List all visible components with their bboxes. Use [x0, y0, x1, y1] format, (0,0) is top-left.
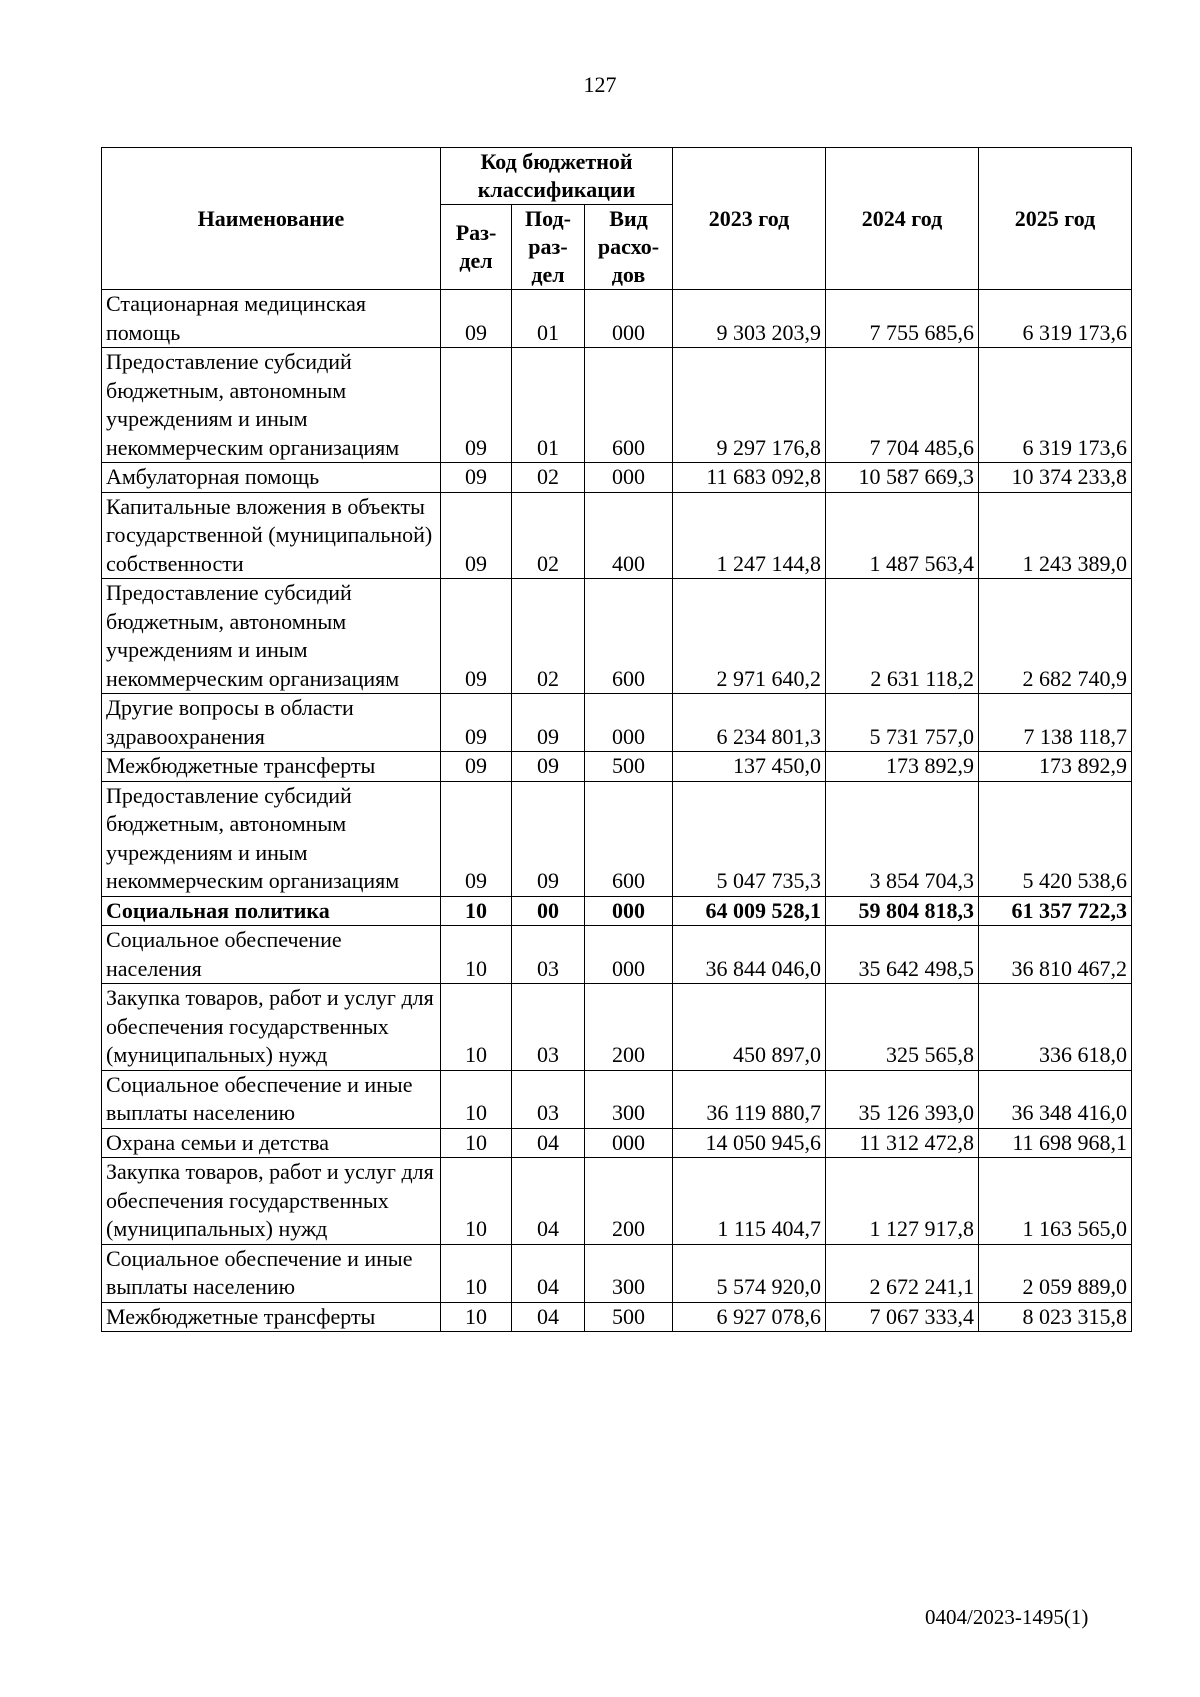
row-value-2023: 9 297 176,8 — [673, 348, 826, 463]
row-vid: 000 — [585, 463, 673, 493]
table-row — [102, 290, 1132, 348]
budget-table — [101, 147, 1132, 1332]
row-value-2024: 7 704 485,6 — [826, 348, 979, 463]
row-name: Социальное обеспечение населения — [102, 926, 441, 984]
row-vid: 300 — [585, 1244, 673, 1302]
row-value-2023: 6 927 078,6 — [673, 1302, 826, 1332]
table-row — [102, 579, 1132, 694]
header-podrazdel: Под- раз- дел — [512, 205, 585, 290]
header-2025: 2025 год — [979, 148, 1132, 290]
row-podrazdel: 04 — [512, 1302, 585, 1332]
row-value-2024: 173 892,9 — [826, 752, 979, 782]
table-row — [102, 348, 1132, 463]
row-podrazdel: 02 — [512, 463, 585, 493]
row-name: Предоставление субсидий бюджетным, автономным учреждениям и иным некоммерческим организациям — [102, 348, 441, 463]
row-value-2024: 1 127 917,8 — [826, 1158, 979, 1245]
row-vid: 500 — [585, 752, 673, 782]
page-number: 127 — [583, 72, 617, 97]
table-row — [102, 926, 1132, 984]
row-value-2024: 7 067 333,4 — [826, 1302, 979, 1332]
row-name: Амбулаторная помощь — [102, 463, 441, 493]
row-value-2024: 7 755 685,6 — [826, 290, 979, 348]
row-vid: 200 — [585, 1158, 673, 1245]
row-vid: 000 — [585, 926, 673, 984]
row-razdel: 10 — [441, 896, 512, 926]
row-value-2025: 2 059 889,0 — [979, 1244, 1132, 1302]
table-header — [102, 148, 1132, 290]
table-row — [102, 896, 1132, 926]
row-name: Охрана семьи и детства — [102, 1128, 441, 1158]
header-2024: 2024 год — [826, 148, 979, 290]
row-vid: 000 — [585, 1128, 673, 1158]
row-vid: 600 — [585, 348, 673, 463]
row-vid: 000 — [585, 694, 673, 752]
row-value-2025: 10 374 233,8 — [979, 463, 1132, 493]
table-row — [102, 492, 1132, 579]
document-code: 0404/2023-1495(1) — [925, 1605, 1089, 1629]
row-razdel: 09 — [441, 694, 512, 752]
row-name: Капитальные вложения в объекты государственной (муниципальной) собственности — [102, 492, 441, 579]
row-name: Социальная политика — [102, 896, 441, 926]
row-value-2025: 7 138 118,7 — [979, 694, 1132, 752]
row-vid: 500 — [585, 1302, 673, 1332]
row-value-2025: 173 892,9 — [979, 752, 1132, 782]
row-podrazdel: 00 — [512, 896, 585, 926]
row-value-2023: 6 234 801,3 — [673, 694, 826, 752]
row-razdel: 10 — [441, 984, 512, 1071]
row-vid: 000 — [585, 896, 673, 926]
row-value-2023: 450 897,0 — [673, 984, 826, 1071]
row-value-2025: 6 319 173,6 — [979, 290, 1132, 348]
row-value-2024: 2 631 118,2 — [826, 579, 979, 694]
row-value-2025: 8 023 315,8 — [979, 1302, 1132, 1332]
row-value-2024: 11 312 472,8 — [826, 1128, 979, 1158]
row-value-2025: 36 348 416,0 — [979, 1070, 1132, 1128]
header-razdel: Раз- дел — [441, 205, 512, 290]
row-value-2023: 11 683 092,8 — [673, 463, 826, 493]
table-row — [102, 1302, 1132, 1332]
row-podrazdel: 02 — [512, 579, 585, 694]
row-podrazdel: 09 — [512, 781, 585, 896]
header-kbk: Код бюджетной классификации — [441, 148, 673, 205]
row-razdel: 09 — [441, 752, 512, 782]
row-value-2023: 9 303 203,9 — [673, 290, 826, 348]
row-name: Социальное обеспечение и иные выплаты населению — [102, 1244, 441, 1302]
table-row — [102, 1158, 1132, 1245]
row-razdel: 09 — [441, 579, 512, 694]
row-value-2023: 5 574 920,0 — [673, 1244, 826, 1302]
row-podrazdel: 04 — [512, 1128, 585, 1158]
row-podrazdel: 02 — [512, 492, 585, 579]
row-podrazdel: 04 — [512, 1158, 585, 1245]
row-name: Предоставление субсидий бюджетным, автономным учреждениям и иным некоммерческим организациям — [102, 781, 441, 896]
row-value-2024: 325 565,8 — [826, 984, 979, 1071]
row-value-2024: 35 642 498,5 — [826, 926, 979, 984]
row-podrazdel: 03 — [512, 926, 585, 984]
row-value-2023: 1 247 144,8 — [673, 492, 826, 579]
row-podrazdel: 03 — [512, 984, 585, 1071]
row-razdel: 10 — [441, 1158, 512, 1245]
row-value-2023: 64 009 528,1 — [673, 896, 826, 926]
row-value-2025: 61 357 722,3 — [979, 896, 1132, 926]
row-value-2023: 1 115 404,7 — [673, 1158, 826, 1245]
row-podrazdel: 01 — [512, 348, 585, 463]
table-row — [102, 781, 1132, 896]
row-value-2024: 10 587 669,3 — [826, 463, 979, 493]
row-value-2024: 35 126 393,0 — [826, 1070, 979, 1128]
row-value-2025: 5 420 538,6 — [979, 781, 1132, 896]
row-vid: 000 — [585, 290, 673, 348]
row-value-2025: 36 810 467,2 — [979, 926, 1132, 984]
row-podrazdel: 04 — [512, 1244, 585, 1302]
row-vid: 600 — [585, 579, 673, 694]
row-value-2024: 59 804 818,3 — [826, 896, 979, 926]
row-vid: 400 — [585, 492, 673, 579]
row-value-2024: 5 731 757,0 — [826, 694, 979, 752]
table-row — [102, 1244, 1132, 1302]
header-vid: Вид расхо- дов — [585, 205, 673, 290]
row-razdel: 09 — [441, 463, 512, 493]
row-value-2024: 2 672 241,1 — [826, 1244, 979, 1302]
row-name: Закупка товаров, работ и услуг для обеспечения государственных (муниципальных) нужд — [102, 1158, 441, 1245]
row-name: Межбюджетные трансферты — [102, 752, 441, 782]
row-value-2024: 1 487 563,4 — [826, 492, 979, 579]
row-name: Закупка товаров, работ и услуг для обеспечения государственных (муниципальных) нужд — [102, 984, 441, 1071]
row-value-2025: 11 698 968,1 — [979, 1128, 1132, 1158]
row-value-2023: 36 119 880,7 — [673, 1070, 826, 1128]
row-razdel: 10 — [441, 1070, 512, 1128]
row-value-2025: 336 618,0 — [979, 984, 1132, 1071]
table-row — [102, 1128, 1132, 1158]
row-razdel: 09 — [441, 781, 512, 896]
table-row — [102, 984, 1132, 1071]
row-podrazdel: 09 — [512, 694, 585, 752]
row-value-2025: 1 163 565,0 — [979, 1158, 1132, 1245]
row-razdel: 09 — [441, 348, 512, 463]
row-name: Стационарная медицинская помощь — [102, 290, 441, 348]
row-vid: 300 — [585, 1070, 673, 1128]
row-razdel: 10 — [441, 1128, 512, 1158]
row-razdel: 10 — [441, 1244, 512, 1302]
row-razdel: 09 — [441, 492, 512, 579]
header-2023: 2023 год — [673, 148, 826, 290]
table-row — [102, 752, 1132, 782]
row-razdel: 10 — [441, 926, 512, 984]
row-name: Социальное обеспечение и иные выплаты населению — [102, 1070, 441, 1128]
row-value-2025: 1 243 389,0 — [979, 492, 1132, 579]
row-value-2023: 36 844 046,0 — [673, 926, 826, 984]
row-value-2023: 14 050 945,6 — [673, 1128, 826, 1158]
table-row — [102, 1070, 1132, 1128]
row-name: Другие вопросы в области здравоохранения — [102, 694, 441, 752]
row-podrazdel: 03 — [512, 1070, 585, 1128]
row-razdel: 10 — [441, 1302, 512, 1332]
row-value-2025: 2 682 740,9 — [979, 579, 1132, 694]
row-value-2023: 5 047 735,3 — [673, 781, 826, 896]
row-vid: 600 — [585, 781, 673, 896]
row-name: Межбюджетные трансферты — [102, 1302, 441, 1332]
header-name: Наименование — [102, 148, 441, 290]
row-value-2025: 6 319 173,6 — [979, 348, 1132, 463]
table-row — [102, 463, 1132, 493]
row-razdel: 09 — [441, 290, 512, 348]
row-podrazdel: 09 — [512, 752, 585, 782]
row-value-2023: 2 971 640,2 — [673, 579, 826, 694]
row-name: Предоставление субсидий бюджетным, автономным учреждениям и иным некоммерческим организациям — [102, 579, 441, 694]
row-value-2024: 3 854 704,3 — [826, 781, 979, 896]
table-row — [102, 694, 1132, 752]
row-podrazdel: 01 — [512, 290, 585, 348]
row-value-2023: 137 450,0 — [673, 752, 826, 782]
table-body — [102, 290, 1132, 1332]
row-vid: 200 — [585, 984, 673, 1071]
